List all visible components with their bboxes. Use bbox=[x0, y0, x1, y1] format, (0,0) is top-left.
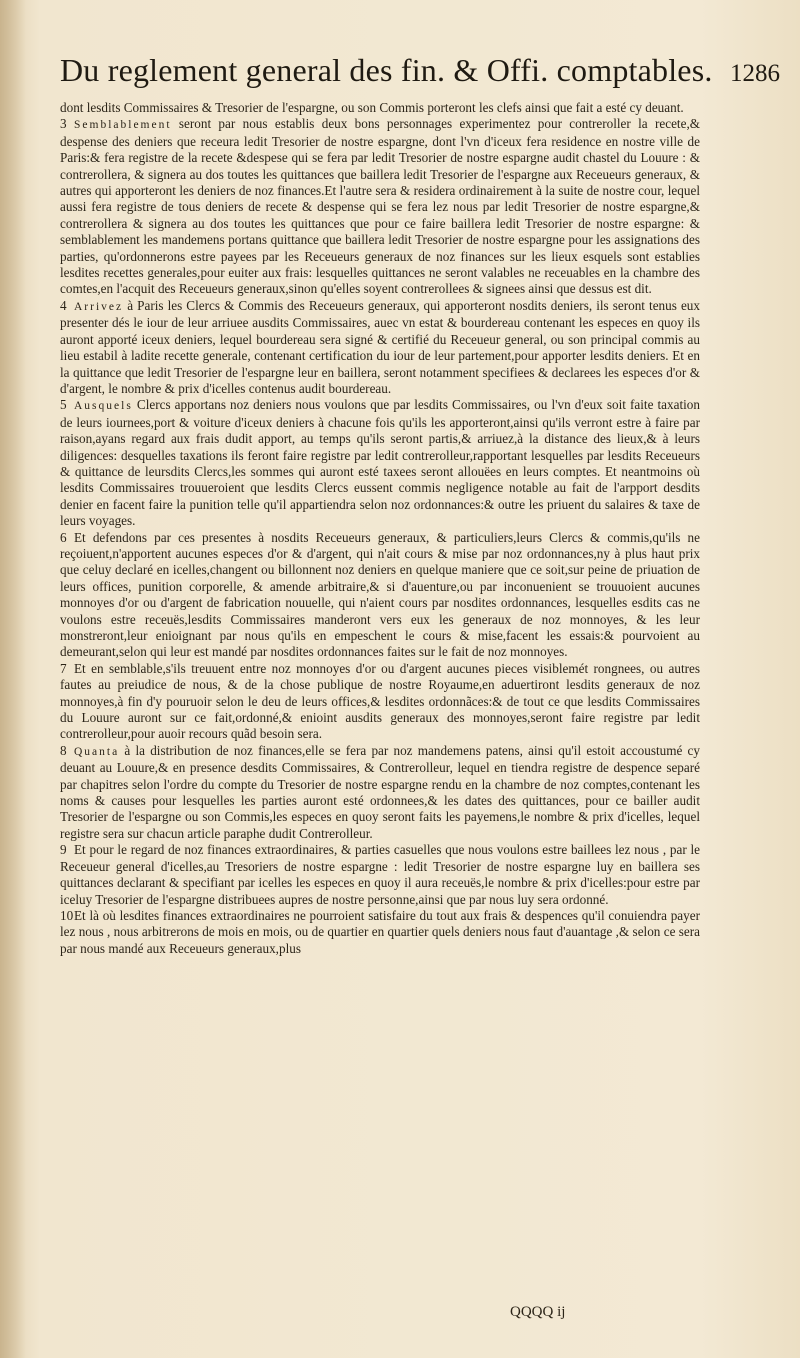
article-paragraph bbox=[60, 298, 700, 397]
article-paragraph bbox=[60, 100, 700, 116]
page-binding-shadow bbox=[0, 0, 26, 1358]
article-lead-word: Quanta bbox=[74, 745, 120, 758]
article-paragraph bbox=[60, 397, 700, 529]
article-number: 9 bbox=[60, 842, 67, 858]
body-text bbox=[60, 100, 700, 957]
article-text: dont lesdits Commissaires & Tresorier de l'espargne, ou son Commis porteront les clefs ainsi que fait a esté cy deuant. bbox=[60, 100, 684, 115]
article-number: 7 bbox=[60, 660, 67, 676]
article-text: à Paris les Clercs & Commis des Receueurs generaux, qui apporteront nosdits deniers, ils seront tenus eux presenter dés le iour de leur arriuee ausdits Commissaires, auec vn estat & bourdereau contenant les especes en quoy ils auront apporté iceux deniers, lequel bourdereau sera signé & certifié du Receueur general, ou son principal commis au lieu estabil à ladite recette generale, contenant certification du iour de leur partement,pour apporter lesdits deniers. Et en la quittance que ledit Tresorier de l'espargne leur en baillera, seront notamment specifiees & declarees les especes d'or & d'argent, le nombre & prix d'icelles contenus audit bourdereau. bbox=[60, 297, 700, 396]
running-title: Du reglement general des fin. & Offi. comptables. bbox=[60, 52, 713, 88]
article-number: 6 bbox=[60, 529, 67, 545]
article-number: 4 bbox=[60, 297, 67, 313]
article-paragraph bbox=[60, 842, 700, 908]
article-lead-word: Arrivez bbox=[74, 300, 124, 313]
article-number: 5 bbox=[60, 397, 67, 413]
article-lead-word: Semblablement bbox=[74, 119, 172, 132]
article-paragraph bbox=[60, 661, 700, 743]
article-text: Clercs apportans noz deniers nous voulons que par lesdits Commissaires, ou l'vn d'eux soit faite taxation de leurs iournees,port & voiture d'iceux deniers à chacune fois qu'ils les apporteront,ainsi qu'ils verront estre à faire par raison,ayans regard aux frais dudit apport, au temps qu'ils seront partis,& arriuez,à la distance des lieux,& à leurs diligences: desquelles taxations ils feront faire registre par ledit contrerolleur,rapportant lesquelles par lesdits Receueurs & quittance de leursdits Clercs,les sommes qui auront esté taxees seront allouëes en leurs comptes. Et neantmoins où lesdits Commissaires trouueroient que lesdits Clercs eussent commis negligence notable au fait de l'arpport desdits denier en facent faire la punition telle qu'il appartiendra selon noz ordonnances:& outre les priuent du salaires & taxe de leurs voyages. bbox=[60, 397, 700, 529]
article-text: Et pour le regard de noz finances extraordinaires, & parties casuelles que nous voulons estre baillees lez nous , par le Receueur general d'icelles,au Tresoriers de nostre espargne : ledit Tresorier de nostre espargne luy en baillera ses quittances declarant & specifiant par icelles les especes en quoy il aura receuës,le nombre & prix d'icelles:pour estre par iceluy Tresorier de l'espargne distribuees aupres de nostre personne,ainsi que par nous luy sera ordonné. bbox=[60, 842, 700, 907]
article-text: seront par nous establis deux bons personnages experimentez pour contreroller la recete,& despense des deniers que receura ledit Tresorier de nostre espargne, dont l'vn d'iceux fera residence en nostre ville de Paris:& fera registre de la recete &despese qui se fera par ledit Tresorier de nostre espargne audit chastel du Louure : & contrerollera, & signera au dos toutes les quittances que baillera ledit Tresorier de l'espargne aux Receueurs generaux, & autres qui apporteront les deniers de noz finances.Et l'autre sera & residera ordinairement à la suite de nostre cour, lequel aussi fera registre de tous deniers de recete & despense qui se fera lez nous par ledit Tresorier de nostre espargne,& contrerollera & signera au dos toutes les quittances que pour ce faire baillera ledit Tresorier de nostre espargne: & semblablement les mandemens portans quittance que baillera ledit Tresorier de nostre espargne pour les assignations des parties, qu'ordonnerons estre payees par les Receueurs generaux de noz finances sur les lieux esquels sont establies lesdites recettes generales,pour euiter aux frais: lesquelles quittances ne seront valables ne receuables en la chambre des comtes,en l'acquit des Receueurs generaux,sinon qu'elles soyent contrerollees & signees ainsi que dessus est dit. bbox=[60, 116, 700, 297]
article-text: Et defendons par ces presentes à nosdits Receueurs generaux, & particuliers,leurs Clercs & commis,qu'ils ne reçoiuent,n'apportent aucunes especes d'or & d'argent, qui n'ait cours & mise par noz ordonnances,ny à plus haut prix que celuy declaré en icelles,changent ou billonnent noz deniers en quelque maniere que ce soit,sur peine de priuation de leurs offices, punition corporelle, & amende arbitraire,& si d'auenture,ou par inconuenient se trouuoient aucunes monnoyes d'or ou d'argent de fabrication nouuelle, qui n'aient cours par nosdites ordonnances, lesquelles esdits cas ne voulons estre receuës,lesdits Commissaires manderont vers eux les generaux de noz monnoyes, & les leur monstreront,leur enioignant par nous qu'ils en empeschent le cours & mise,facent les essais:& pourvoient au demeurant,selon qui leur est mandé par nosdites ordonnances faites sur le fait de noz monnoyes. bbox=[60, 529, 700, 660]
article-number: 3 bbox=[60, 116, 67, 132]
article-paragraph bbox=[60, 908, 700, 957]
article-number: 10 bbox=[60, 907, 74, 923]
article-lead-word: Ausquels bbox=[74, 400, 133, 413]
folio-number: 1286 bbox=[730, 60, 780, 87]
article-text: Et là où lesdites finances extraordinaires ne pourroient satisfaire du tout aux frais & despences qu'il conuiendra payer lez nous , nous arbitrerons de mois en mois, ou de quartier en quartier quels deniers nous faut d'auantage ,& selon ce sera par nous mandé aux Receueurs generaux,plus bbox=[60, 907, 700, 956]
article-paragraph bbox=[60, 116, 700, 297]
article-text: Et en semblable,s'ils treuuent entre noz monnoyes d'or ou d'argent aucunes pieces visiblemét rongnees, ou autres fautes au preiudice de nous, & de la chose publique de nostre Royaume,en aduertiront lesdits generaux de noz monnoyes,à fin d'y pouruoir selon le deu de leurs offices,& lesdites ordonnãces:& de tout ce que lesdits Commissaires du Louure auront sur ce fait,ordonné,& enioint ausdits generaux des monnoyes,seront faire registre par ledit contrerolleur,pour auoir recours quãd besoin sera. bbox=[60, 660, 700, 742]
running-header bbox=[60, 52, 780, 89]
article-paragraph bbox=[60, 743, 700, 842]
article-number: 8 bbox=[60, 742, 67, 758]
article-text: à la distribution de noz finances,elle se fera par noz mandemens patens, ainsi qu'il estoit accoustumé cy deuant au Louure,& en presence desdits Commissaires, & Contrerolleur, lequel en tiendra registre de despence separé par chapitres selon l'ordre du compte du Tresorier de nostre espargne rendu en la chambre de noz comptes,contenant les noms & causes pour lesquelles les parties auront esté ordonnees,& les dates des quittances, pour ce bailler audit Tresorier de l'espargne ou son Commis,les especes en quoy seront faits les payemens,le nombre & prix d'icelles, lequel registre sera sur chacun article paraphe dudit Contrerolleur. bbox=[60, 742, 700, 841]
signature-mark: QQQQ ij bbox=[510, 1304, 566, 1320]
article-paragraph bbox=[60, 530, 700, 661]
